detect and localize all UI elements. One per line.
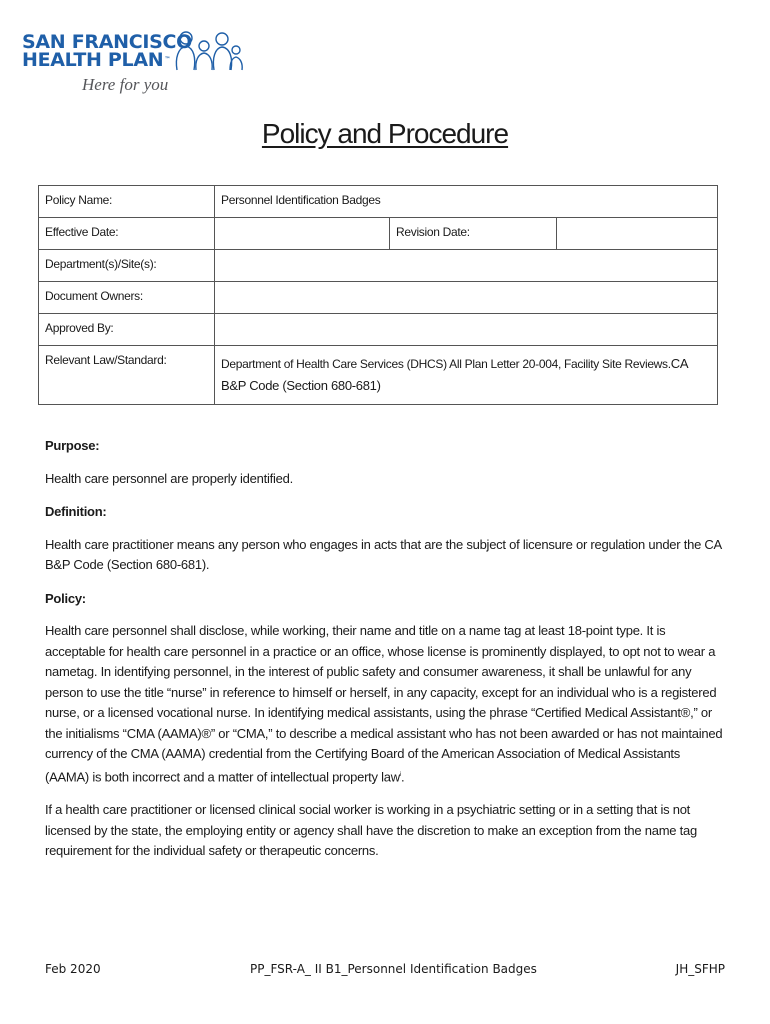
policy-info-table: [38, 185, 718, 405]
policy-paragraph-2: If a health care practitioner or licensed clinical social worker is working in a psychiatric setting or in a setting that is not licensed by the state, the employing entity or agency shall have the discretion to make an exception from the name tag requirement for the individual safety or therapeutic concerns.: [45, 802, 697, 859]
footnote-mark: i: [399, 771, 401, 778]
policy-heading: Policy:: [45, 590, 86, 606]
policy-name-row: [39, 186, 718, 218]
approved-by-row: [39, 314, 718, 346]
policy-text-1-end: .: [400, 768, 405, 784]
footer-initials: JH_SFHP: [675, 962, 725, 976]
policy-paragraph-1: [45, 621, 725, 787]
document-owners-row: [39, 282, 718, 314]
relevant-law-text-3: B&P Code (Section 680-681): [221, 378, 381, 393]
relevant-law-text-1: Department of Health Care Services (DHCS) All Plan Letter 20-004, Facility Site Reviews.: [221, 357, 671, 371]
revision-date-value: [557, 218, 718, 250]
document-owners-label: Document Owners:: [39, 282, 215, 314]
logo-trademark: ™: [164, 56, 171, 63]
definition-heading: Definition:: [45, 504, 107, 519]
definition-text: Health care practitioner means any person who engages in acts that are the subject of licensure or regulation under the CA B&P Code (Section 680-681).: [45, 536, 722, 572]
effective-date-label: Effective Date:: [39, 218, 215, 250]
departments-label: Department(s)/Site(s):: [39, 250, 215, 282]
purpose-heading: Purpose:: [45, 438, 100, 453]
policy-body: [45, 436, 725, 875]
revision-date-label: Revision Date:: [390, 218, 557, 250]
approved-by-label: Approved By:: [39, 314, 215, 346]
logo-line-2-text: HEALTH PLAN: [22, 49, 164, 71]
policy-text-1: Health care personnel shall disclose, while working, their name and title on a name tag at least 18-point type. It is acceptable for health care personnel in a practice or an office, whose license is prominently displayed, to opt not to wear a nametag. In identifying personnel, in the interest of public safety and consumer awareness, it shall be unlawful for any person to use the title “nurse” in reference to himself or herself, in any capacity, except for an individual who is a registered nurse, or a licensed vocational nurse. In identifying medical assistants, using the phrase “Certified Medical Assistant®,” or the initialisms “CMA (AAMA)®” or “CMA,” to describe a medical assistant who has not been awarded or has not maintained currency of the CMA (AAMA) credential from the Certifying Board of the American Association of Medical Assistants (AAMA) is both incorrect and a matter of intellectual property law: [45, 623, 723, 784]
page-title: Policy and Procedure: [261, 118, 509, 149]
effective-date-value: [215, 218, 390, 250]
policy-name-label: Policy Name:: [39, 186, 215, 218]
family-figures-icon: [172, 30, 244, 72]
effective-date-row: [39, 218, 718, 250]
sfhp-logo: [22, 30, 252, 100]
relevant-law-text-2: CA: [670, 356, 689, 371]
relevant-law-label: Relevant Law/Standard:: [39, 346, 215, 405]
document-owners-value: [215, 282, 718, 314]
departments-row: [39, 250, 718, 282]
footer-filename: PP_FSR-A_ II B1_Personnel Identification Badges: [250, 962, 537, 976]
footer-date: Feb 2020: [45, 962, 101, 976]
purpose-text: Health care personnel are properly identified.: [45, 470, 293, 486]
logo-line-1: SAN FRANCISCO: [22, 31, 193, 53]
logo-line-2: [22, 50, 170, 70]
policy-name-value: Personnel Identification Badges: [215, 186, 718, 218]
logo-tagline: Here for you: [82, 75, 169, 94]
relevant-law-row: [39, 346, 718, 405]
relevant-law-value: [215, 346, 718, 405]
approved-by-value: [215, 314, 718, 346]
departments-value: [215, 250, 718, 282]
